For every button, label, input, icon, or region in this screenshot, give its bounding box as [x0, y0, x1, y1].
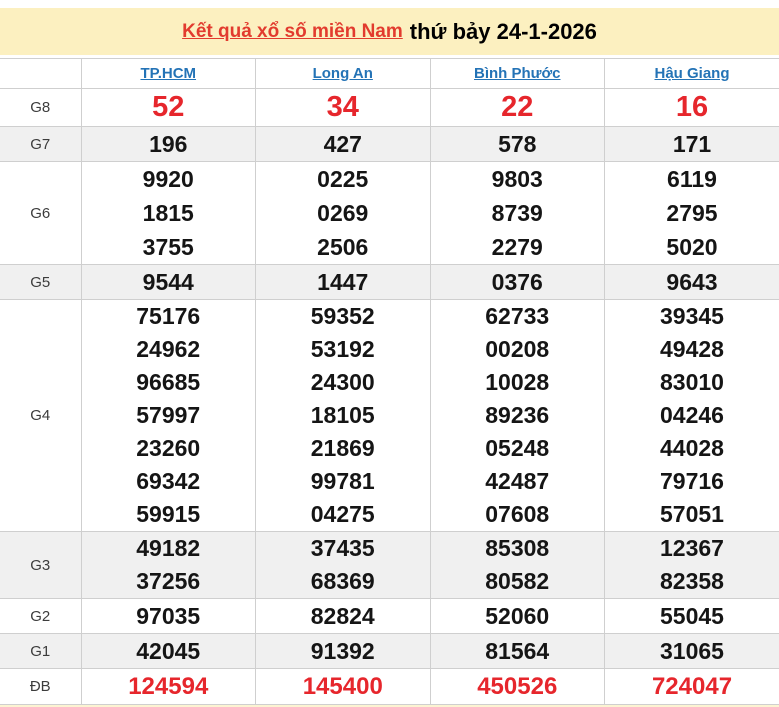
prize-row-G3 — [0, 532, 779, 599]
prize-value: 724047 — [651, 673, 733, 700]
prize-value: 49428 — [660, 336, 724, 362]
prize-value: 00208 — [485, 336, 550, 362]
prize-value: 69342 — [136, 468, 201, 494]
province-link-2[interactable]: Long An — [312, 64, 373, 82]
prize-value: 3755 — [142, 234, 194, 260]
corner-cell — [0, 59, 81, 89]
province-header-row — [0, 59, 779, 89]
prize-value: 9544 — [142, 269, 194, 295]
prize-value: 80582 — [485, 568, 550, 594]
prize-value: 24962 — [136, 336, 201, 362]
province-header-cell — [81, 59, 256, 89]
region-title-link[interactable]: Kết quả xổ số miền Nam — [182, 20, 403, 42]
province-header-cell — [430, 59, 605, 89]
prize-value: 2506 — [317, 234, 369, 260]
prize-value: 12367 — [660, 535, 724, 561]
prize-cell — [605, 669, 779, 705]
prize-value: 42487 — [485, 468, 550, 494]
prize-value: 91392 — [310, 638, 375, 664]
prize-label: G2 — [30, 607, 51, 625]
prize-cell — [81, 599, 256, 634]
prize-value: 96685 — [136, 369, 201, 395]
prize-value: 6119 — [667, 166, 717, 192]
prize-cell — [430, 127, 605, 162]
prize-cell — [81, 265, 256, 300]
prize-value: 04246 — [660, 402, 724, 428]
prize-value: 37256 — [136, 568, 201, 594]
prize-value: 53192 — [310, 336, 375, 362]
prize-cell — [430, 532, 605, 599]
prize-value: 79716 — [660, 468, 724, 494]
prize-cell — [430, 300, 605, 532]
prize-value: 59915 — [136, 501, 201, 527]
prize-value: 145400 — [302, 673, 383, 700]
prize-row-G6 — [0, 162, 779, 265]
prize-cell — [605, 634, 779, 669]
prize-value: 2279 — [491, 234, 543, 260]
prize-cell — [81, 669, 256, 705]
prize-row-ĐB — [0, 669, 779, 705]
prize-value: 04275 — [310, 501, 375, 527]
province-header-cell — [256, 59, 431, 89]
prize-cell — [256, 300, 431, 532]
prize-label: G6 — [30, 204, 51, 222]
prize-value: 1815 — [142, 200, 194, 226]
prize-value: 81564 — [485, 638, 550, 664]
prize-cell — [430, 162, 605, 265]
prize-value: 89236 — [485, 402, 550, 428]
province-header-cell — [605, 59, 779, 89]
prize-row-G5 — [0, 265, 779, 300]
prize-value: 9803 — [491, 166, 543, 192]
results-table — [0, 58, 779, 705]
prize-value: 57997 — [136, 402, 201, 428]
prize-value: 83010 — [660, 369, 724, 395]
prize-cell — [81, 127, 256, 162]
top-margin — [0, 0, 779, 8]
prize-cell — [256, 532, 431, 599]
prize-value: 85308 — [485, 535, 550, 561]
prize-value: 1447 — [317, 269, 369, 295]
prize-value: 196 — [149, 131, 188, 157]
prize-cell — [256, 669, 431, 705]
prize-cell — [81, 300, 256, 532]
prize-cell — [430, 265, 605, 300]
prize-cell — [430, 634, 605, 669]
prize-value: 42045 — [136, 638, 201, 664]
prize-value: 49182 — [136, 535, 201, 561]
prize-cell — [81, 89, 256, 127]
prize-label: G7 — [30, 135, 51, 153]
prize-value: 82358 — [660, 568, 724, 594]
prize-cell — [256, 162, 431, 265]
prize-cell — [256, 634, 431, 669]
prize-value: 23260 — [136, 435, 201, 461]
prize-cell — [605, 127, 779, 162]
prize-value: 44028 — [660, 435, 724, 461]
prize-value: 24300 — [310, 369, 375, 395]
prize-value: 55045 — [660, 603, 724, 629]
prize-value: 5020 — [666, 234, 718, 260]
prize-value: 37435 — [310, 535, 375, 561]
prize-cell — [81, 162, 256, 265]
prize-cell — [430, 669, 605, 705]
prize-cell — [81, 532, 256, 599]
prize-value: 9643 — [666, 269, 718, 295]
prize-value: 18105 — [310, 402, 375, 428]
prize-row-G2 — [0, 599, 779, 634]
prize-value: 427 — [323, 131, 362, 157]
prize-row-G1 — [0, 634, 779, 669]
prize-value: 52060 — [485, 603, 550, 629]
prize-value: 9920 — [142, 166, 194, 192]
prize-value: 2795 — [666, 200, 718, 226]
prize-cell — [605, 265, 779, 300]
prize-cell — [256, 127, 431, 162]
prize-cell — [605, 89, 779, 127]
prize-cell — [256, 89, 431, 127]
prize-cell — [605, 300, 779, 532]
prize-label: ĐB — [29, 678, 51, 695]
prize-value: 22 — [501, 91, 534, 123]
prize-value: 0269 — [317, 200, 369, 226]
prize-row-G4 — [0, 300, 779, 532]
prize-value: 0376 — [491, 269, 543, 295]
prize-value: 97035 — [136, 603, 201, 629]
prize-cell — [430, 599, 605, 634]
prize-row-G7 — [0, 127, 779, 162]
prize-value: 10028 — [485, 369, 550, 395]
prize-label: G1 — [30, 642, 51, 660]
prize-value: 52 — [152, 91, 185, 123]
prize-value: 05248 — [485, 435, 550, 461]
prize-value: 07608 — [485, 501, 550, 527]
prize-value: 450526 — [477, 673, 558, 700]
prize-value: 16 — [675, 91, 709, 123]
province-link-3[interactable]: Bình Phước — [473, 64, 561, 82]
prize-value: 75176 — [136, 303, 201, 329]
prize-value: 39345 — [660, 303, 724, 329]
prize-value: 578 — [498, 131, 537, 157]
prize-cell — [256, 265, 431, 300]
prize-value: 124594 — [128, 673, 209, 700]
prize-cell — [605, 162, 779, 265]
prize-value: 57051 — [660, 501, 724, 527]
prize-value: 171 — [672, 131, 712, 157]
prize-value: 34 — [326, 91, 359, 123]
province-link-4[interactable]: Hậu Giang — [654, 64, 730, 82]
prize-cell — [605, 599, 779, 634]
prize-value: 31065 — [660, 638, 724, 664]
draw-date: thứ bảy 24-1-2026 — [409, 18, 597, 44]
page-header — [0, 8, 779, 55]
prize-value: 59352 — [310, 303, 375, 329]
prize-value: 8739 — [491, 200, 543, 226]
prize-value: 82824 — [310, 603, 375, 629]
prize-label: G4 — [30, 407, 51, 424]
prize-cell — [605, 532, 779, 599]
prize-value: 68369 — [310, 568, 375, 594]
prize-cell — [430, 89, 605, 127]
prize-value: 99781 — [310, 468, 375, 494]
prize-label: G8 — [30, 99, 51, 116]
prize-cell — [256, 599, 431, 634]
prize-value: 21869 — [310, 435, 375, 461]
prize-label: G3 — [30, 556, 51, 574]
prize-cell — [81, 634, 256, 669]
prize-row-G8 — [0, 89, 779, 127]
prize-label: G5 — [30, 273, 51, 291]
prize-value: 0225 — [317, 166, 369, 192]
prize-value: 62733 — [485, 303, 550, 329]
province-link-1[interactable]: TP.HCM — [140, 64, 197, 82]
